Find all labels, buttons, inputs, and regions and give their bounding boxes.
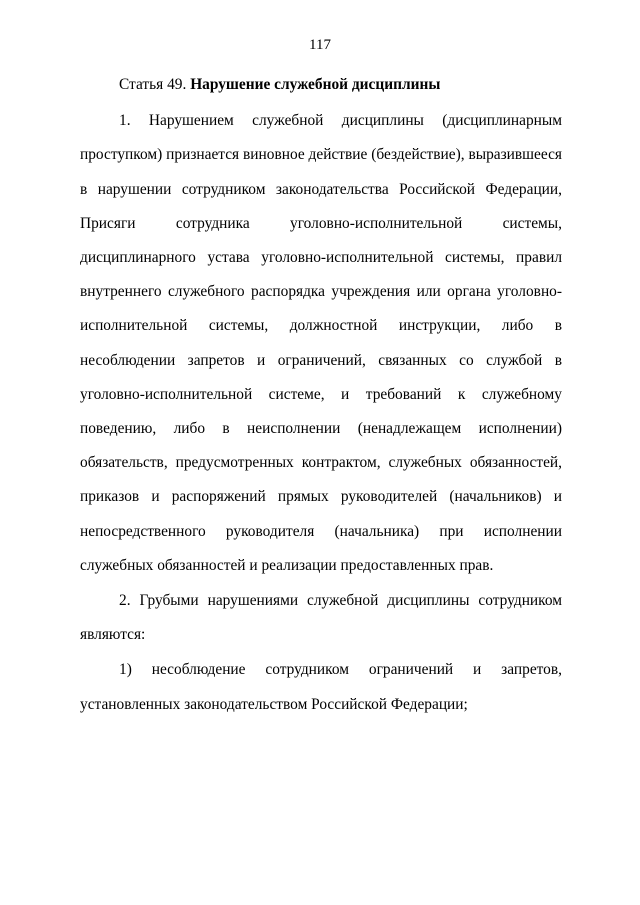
document-body	[80, 68, 562, 722]
paragraph-3: 1) несоблюдение сотрудником ограничений и запретов, установленных законодательством Российской Федерации;	[80, 661, 562, 713]
article-label: Статья 49.	[119, 76, 187, 93]
paragraph-1: 1. Нарушением служебной дисциплины (дисциплинарным проступком) признается виновное действие (бездействие), выразившееся в нарушении сотрудником законодательства Российской Федерации, Присяги сотрудника уголовно-исполнительной системы, дисциплинарного устава уголовно-исполнительной системы, правил внутреннего служебного распорядка учреждения или органа уголовно-исполнительной системы, должностной инструкции, либо в несоблюдении запретов и ограничений, связанных со службой в уголовно-исполнительной системе, и требований к служебному поведению, либо в неисполнении (ненадлежащем исполнении) обязательств, предусмотренных контрактом, служебных обязанностей, приказов и распоряжений прямых руководителей (начальников) и непосредственного руководителя (начальника) при исполнении служебных обязанностей и реализации предоставленных прав.	[80, 112, 562, 574]
article-heading	[80, 68, 562, 102]
page-number: 117	[309, 37, 331, 53]
article-title: Нарушение служебной дисциплины	[190, 76, 441, 93]
paragraph-2: 2. Грубыми нарушениями служебной дисциплины сотрудником являются:	[80, 592, 562, 644]
